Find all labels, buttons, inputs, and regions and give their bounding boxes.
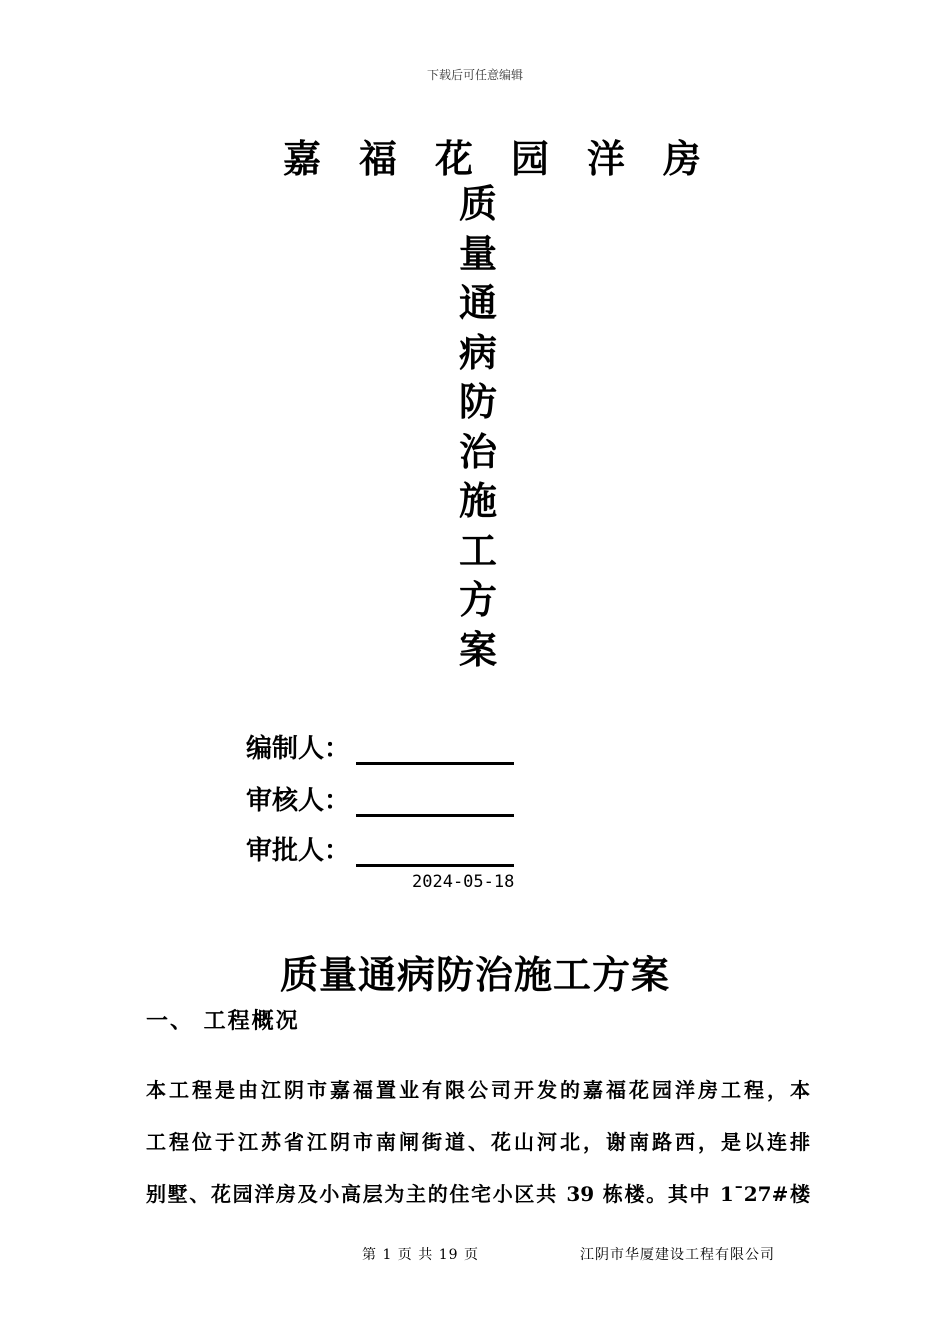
cover-title-char: 施 [458, 479, 497, 523]
compiler-signature-row [246, 728, 514, 765]
cover-title-char: 洋 [587, 137, 626, 181]
cover-title-char: 通 [458, 281, 497, 325]
project-overview-paragraph [146, 1064, 810, 1220]
cover-title-char: 质 [458, 182, 497, 226]
approver-label: 审批人： [246, 836, 351, 866]
cover-title-top [283, 128, 739, 183]
cover-title-char: 花 [435, 137, 474, 181]
document-title: 质量通病防治施工方案 [279, 952, 670, 997]
approver-signature-row [246, 830, 514, 867]
footer-page-info: 第 1 页 共 19 页 [362, 1247, 479, 1263]
approver-signature-line [356, 836, 514, 867]
cover-title-char: 工 [458, 528, 497, 573]
cover-title-char: 防 [458, 380, 497, 424]
header-note: 下载后可任意编辑 [426, 68, 523, 82]
section-heading: 一、 工程概况 [146, 1008, 300, 1034]
paragraph-line: 工程位于江苏省江阴市南闸街道、花山河北，谢南路西，是以连排 [146, 1130, 810, 1154]
paragraph-line: 别墅、花园洋房及小高层为主的住宅小区共 39 栋楼。其中 1¯27#楼 [146, 1182, 810, 1206]
cover-title-char: 案 [458, 627, 497, 672]
compiler-signature-line [356, 734, 514, 765]
cover-title-char: 治 [458, 429, 497, 474]
cover-title-char: 嘉 [283, 137, 322, 181]
compiler-label: 编制人： [246, 734, 351, 764]
cover-date: 2024-05-18 [412, 872, 515, 892]
cover-title-char: 量 [458, 231, 497, 276]
reviewer-signature-row [246, 780, 514, 817]
cover-title-char: 福 [359, 137, 398, 181]
cover-title-char: 方 [458, 578, 497, 622]
cover-title-char: 病 [458, 330, 497, 375]
cover-title-char: 园 [511, 137, 550, 181]
paragraph-line: 本工程是由江阴市嘉福置业有限公司开发的嘉福花园洋房工程，本 [146, 1078, 810, 1102]
cover-title-vertical [456, 180, 500, 675]
cover-title-char: 房 [663, 137, 702, 181]
reviewer-label: 审核人： [246, 786, 351, 816]
footer-company: 江阴市华厦建设工程有限公司 [580, 1247, 775, 1263]
reviewer-signature-line [356, 786, 514, 817]
